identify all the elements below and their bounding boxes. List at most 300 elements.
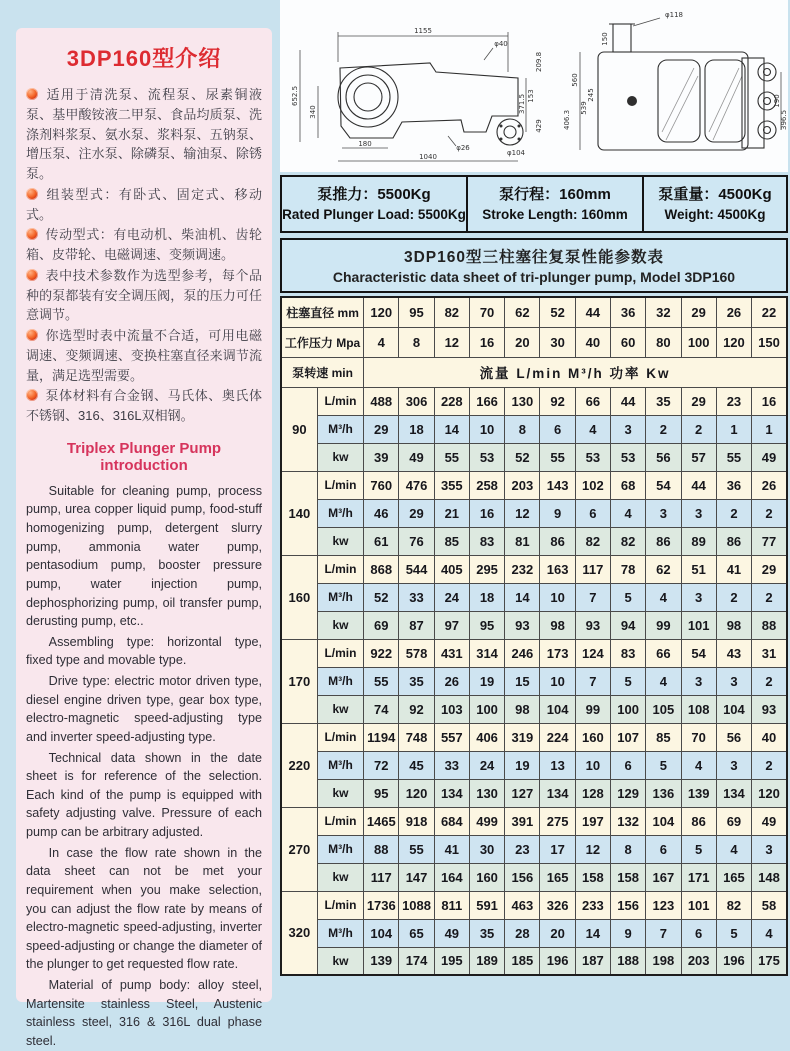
- value-cell: 139: [364, 947, 399, 975]
- speed-cell: 270: [281, 807, 317, 891]
- perf-table-body: [281, 297, 787, 975]
- value-cell: 23: [505, 835, 540, 863]
- value-cell: 2: [716, 499, 751, 527]
- unit-cell: M³/h: [317, 499, 363, 527]
- value-cell: 156: [505, 863, 540, 891]
- value-cell: 19: [505, 751, 540, 779]
- side-view: [291, 27, 543, 161]
- table-title-zh: 3DP160型三柱塞往复泵性能参数表: [403, 249, 664, 266]
- value-cell: 203: [505, 471, 540, 499]
- diameter-cell: 22: [752, 297, 787, 327]
- table-row: [281, 919, 787, 947]
- value-cell: 198: [646, 947, 681, 975]
- value-cell: 228: [434, 387, 469, 415]
- pressure-cell: 60: [611, 327, 646, 357]
- bullet-icon: [26, 389, 38, 401]
- value-cell: 5: [681, 835, 716, 863]
- diameter-cell: 36: [611, 297, 646, 327]
- table-row: [281, 863, 787, 891]
- value-cell: 156: [611, 891, 646, 919]
- unit-cell: L/min: [317, 387, 363, 415]
- table-row: [281, 611, 787, 639]
- value-cell: 74: [364, 695, 399, 723]
- value-cell: 31: [752, 639, 787, 667]
- value-cell: 306: [399, 387, 434, 415]
- value-cell: 128: [575, 779, 610, 807]
- value-cell: 86: [681, 807, 716, 835]
- value-cell: 104: [716, 695, 751, 723]
- unit-cell: L/min: [317, 807, 363, 835]
- value-cell: 72: [364, 751, 399, 779]
- value-cell: 55: [540, 443, 575, 471]
- bullet-text: 泵体材料有合金钢、马氏体、奥氏体不锈钢、316、316L双相钢。: [26, 388, 262, 423]
- intro-paragraph: Assembling type: horizontal type, fixed type and movable type.: [26, 634, 262, 668]
- table-title-en: Characteristic data sheet of tri-plunger pump, Model 3DP160: [332, 269, 736, 285]
- value-cell: 44: [611, 387, 646, 415]
- bullet-icon: [26, 329, 38, 341]
- svg-text:150: 150: [601, 32, 609, 46]
- value-cell: 557: [434, 723, 469, 751]
- value-cell: 45: [399, 751, 434, 779]
- value-cell: 86: [716, 527, 751, 555]
- value-cell: 578: [399, 639, 434, 667]
- value-cell: 203: [681, 947, 716, 975]
- unit-cell: kw: [317, 443, 363, 471]
- pressure-cell: 4: [364, 327, 399, 357]
- value-cell: 6: [646, 835, 681, 863]
- value-cell: 49: [434, 919, 469, 947]
- value-cell: 107: [611, 723, 646, 751]
- value-cell: 167: [646, 863, 681, 891]
- table-row: [281, 583, 787, 611]
- value-cell: 52: [505, 443, 540, 471]
- value-cell: 28: [505, 919, 540, 947]
- spec-row: [280, 175, 788, 233]
- value-cell: 14: [434, 415, 469, 443]
- value-cell: 52: [364, 583, 399, 611]
- value-cell: 68: [611, 471, 646, 499]
- value-cell: 130: [505, 387, 540, 415]
- value-cell: 196: [540, 947, 575, 975]
- value-cell: 197: [575, 807, 610, 835]
- value-cell: 100: [469, 695, 504, 723]
- value-cell: 7: [575, 667, 610, 695]
- svg-text:1040: 1040: [419, 153, 437, 161]
- value-cell: 127: [505, 779, 540, 807]
- value-cell: 46: [364, 499, 399, 527]
- value-cell: 187: [575, 947, 610, 975]
- diameter-cell: 62: [505, 297, 540, 327]
- value-cell: 166: [469, 387, 504, 415]
- spec-plunger-load: [280, 175, 468, 233]
- value-cell: 104: [646, 807, 681, 835]
- value-cell: 922: [364, 639, 399, 667]
- value-cell: 3: [752, 835, 787, 863]
- value-cell: 85: [434, 527, 469, 555]
- unit-cell: kw: [317, 947, 363, 975]
- value-cell: 5: [646, 751, 681, 779]
- value-cell: 4: [681, 751, 716, 779]
- spec-stroke-length-en: Stroke Length: 160mm: [482, 207, 628, 223]
- value-cell: 4: [752, 919, 787, 947]
- value-cell: 4: [646, 583, 681, 611]
- value-cell: 314: [469, 639, 504, 667]
- spec-weight-zh: 泵重量：4500Kg: [658, 185, 772, 203]
- value-cell: 103: [434, 695, 469, 723]
- unit-cell: M³/h: [317, 919, 363, 947]
- value-cell: 21: [434, 499, 469, 527]
- pump-drawing-svg: [280, 0, 788, 172]
- value-cell: 16: [752, 387, 787, 415]
- value-cell: 431: [434, 639, 469, 667]
- value-cell: 391: [505, 807, 540, 835]
- value-cell: 463: [505, 891, 540, 919]
- value-cell: 591: [469, 891, 504, 919]
- table-row: [281, 357, 787, 387]
- value-cell: 99: [646, 611, 681, 639]
- diameter-cell: 29: [681, 297, 716, 327]
- spec-plunger-load-zh: 泵推力：5500Kg: [317, 185, 431, 203]
- spec-weight: [642, 175, 788, 233]
- value-cell: 61: [364, 527, 399, 555]
- value-cell: 185: [505, 947, 540, 975]
- value-cell: 86: [540, 527, 575, 555]
- value-cell: 19: [469, 667, 504, 695]
- value-cell: 29: [752, 555, 787, 583]
- flow-header-cell: 流量 L/min M³/h 功率 Kw: [364, 357, 787, 387]
- unit-cell: M³/h: [317, 835, 363, 863]
- value-cell: 2: [752, 499, 787, 527]
- value-cell: 195: [434, 947, 469, 975]
- value-cell: 275: [540, 807, 575, 835]
- unit-cell: kw: [317, 779, 363, 807]
- value-cell: 233: [575, 891, 610, 919]
- intro-paragraph: Drive type: electric motor driven type, diesel engine driven type, gear box type, electro-magnetic speed-adjusting type and inverter speed-adjusting type.: [26, 674, 262, 744]
- diameter-cell: 32: [646, 297, 681, 327]
- table-row: [281, 835, 787, 863]
- value-cell: 147: [399, 863, 434, 891]
- value-cell: 14: [505, 583, 540, 611]
- svg-text:1155: 1155: [414, 27, 432, 35]
- value-cell: 85: [646, 723, 681, 751]
- value-cell: 55: [716, 443, 751, 471]
- row-header: 柱塞直径 mm: [281, 297, 364, 327]
- table-row: [281, 723, 787, 751]
- pressure-cell: 80: [646, 327, 681, 357]
- value-cell: 748: [399, 723, 434, 751]
- value-cell: 188: [611, 947, 646, 975]
- value-cell: 33: [434, 751, 469, 779]
- table-row: [281, 639, 787, 667]
- value-cell: 15: [505, 667, 540, 695]
- value-cell: 53: [611, 443, 646, 471]
- value-cell: 98: [716, 611, 751, 639]
- value-cell: 175: [752, 947, 787, 975]
- right-column: [280, 0, 788, 976]
- table-row: [281, 891, 787, 919]
- pressure-cell: 30: [540, 327, 575, 357]
- bullet-icon: [26, 228, 38, 240]
- value-cell: 173: [540, 639, 575, 667]
- table-row: [281, 443, 787, 471]
- unit-cell: kw: [317, 527, 363, 555]
- unit-cell: L/min: [317, 639, 363, 667]
- value-cell: 14: [575, 919, 610, 947]
- table-row: [281, 667, 787, 695]
- speed-cell: 320: [281, 891, 317, 975]
- value-cell: 94: [611, 611, 646, 639]
- value-cell: 36: [716, 471, 751, 499]
- value-cell: 33: [399, 583, 434, 611]
- value-cell: 488: [364, 387, 399, 415]
- value-cell: 6: [681, 919, 716, 947]
- unit-cell: L/min: [317, 723, 363, 751]
- speed-cell: 140: [281, 471, 317, 555]
- value-cell: 232: [505, 555, 540, 583]
- value-cell: 124: [575, 639, 610, 667]
- value-cell: 164: [434, 863, 469, 891]
- table-row: [281, 387, 787, 415]
- value-cell: 4: [716, 835, 751, 863]
- value-cell: 98: [505, 695, 540, 723]
- svg-text:340: 340: [309, 105, 317, 119]
- value-cell: 258: [469, 471, 504, 499]
- value-cell: 684: [434, 807, 469, 835]
- value-cell: 53: [469, 443, 504, 471]
- technical-drawing: [280, 0, 788, 172]
- bullet-text: 你选型时表中流量不合适，可用电磁调速、变频调速、变换柱塞直径来调节流量，满足选型需要。: [26, 328, 262, 383]
- bullet-text: 表中技术参数作为选型参考，每个品种的泵都装有安全调压阀，泵的压力可任意调节。: [26, 267, 262, 323]
- bullet-text: 传动型式：有电动机、柴油机、齿轮箱、皮带轮、电磁调速、变频调速。: [26, 227, 262, 262]
- bullet-icon: [26, 88, 38, 100]
- value-cell: 88: [364, 835, 399, 863]
- value-cell: 81: [505, 527, 540, 555]
- top-view: [563, 11, 788, 150]
- value-cell: 40: [752, 723, 787, 751]
- diameter-cell: 26: [716, 297, 751, 327]
- value-cell: 355: [434, 471, 469, 499]
- value-cell: 3: [646, 499, 681, 527]
- value-cell: 78: [611, 555, 646, 583]
- value-cell: 97: [434, 611, 469, 639]
- value-cell: 57: [681, 443, 716, 471]
- table-row: [281, 751, 787, 779]
- value-cell: 163: [540, 555, 575, 583]
- pressure-cell: 120: [716, 327, 751, 357]
- svg-text:190: 190: [773, 94, 781, 108]
- value-cell: 58: [752, 891, 787, 919]
- value-cell: 29: [399, 499, 434, 527]
- pressure-cell: 20: [505, 327, 540, 357]
- table-row: [281, 297, 787, 327]
- value-cell: 55: [399, 835, 434, 863]
- value-cell: 120: [752, 779, 787, 807]
- value-cell: 88: [752, 611, 787, 639]
- panel-title-en: Triplex Plunger Pump introduction: [66, 439, 222, 474]
- table-row: [281, 527, 787, 555]
- spec-weight-en: Weight: 4500Kg: [664, 207, 766, 223]
- pressure-cell: 12: [434, 327, 469, 357]
- value-cell: 3: [611, 415, 646, 443]
- value-cell: 3: [681, 583, 716, 611]
- svg-text:371.5: 371.5: [518, 93, 526, 115]
- value-cell: 26: [434, 667, 469, 695]
- value-cell: 6: [611, 751, 646, 779]
- value-cell: 4: [575, 415, 610, 443]
- pressure-cell: 100: [681, 327, 716, 357]
- bullet-icon: [26, 188, 38, 200]
- value-cell: 148: [752, 863, 787, 891]
- unit-cell: L/min: [317, 471, 363, 499]
- bullet-text: 组装型式：有卧式、固定式、移动式。: [26, 186, 262, 222]
- diameter-cell: 120: [364, 297, 399, 327]
- value-cell: 70: [681, 723, 716, 751]
- value-cell: 10: [540, 583, 575, 611]
- svg-text:406.3: 406.3: [563, 109, 571, 131]
- value-cell: 29: [681, 387, 716, 415]
- value-cell: 49: [399, 443, 434, 471]
- value-cell: 129: [611, 779, 646, 807]
- value-cell: 5: [611, 583, 646, 611]
- value-cell: 120: [399, 779, 434, 807]
- value-cell: 1088: [399, 891, 434, 919]
- value-cell: 55: [364, 667, 399, 695]
- value-cell: 2: [716, 583, 751, 611]
- value-cell: 174: [399, 947, 434, 975]
- value-cell: 66: [575, 387, 610, 415]
- value-cell: 54: [681, 639, 716, 667]
- value-cell: 811: [434, 891, 469, 919]
- value-cell: 5: [611, 667, 646, 695]
- value-cell: 3: [681, 499, 716, 527]
- speed-cell: 160: [281, 555, 317, 639]
- value-cell: 16: [469, 499, 504, 527]
- value-cell: 26: [752, 471, 787, 499]
- value-cell: 2: [752, 667, 787, 695]
- bullet-item: [26, 386, 262, 426]
- value-cell: 1194: [364, 723, 399, 751]
- value-cell: 82: [716, 891, 751, 919]
- value-cell: 95: [364, 779, 399, 807]
- value-cell: 134: [716, 779, 751, 807]
- value-cell: 158: [611, 863, 646, 891]
- value-cell: 1465: [364, 807, 399, 835]
- value-cell: 160: [575, 723, 610, 751]
- pressure-cell: 16: [469, 327, 504, 357]
- svg-text:φ118: φ118: [665, 11, 683, 19]
- svg-text:429: 429: [535, 119, 543, 133]
- value-cell: 23: [716, 387, 751, 415]
- value-cell: 134: [540, 779, 575, 807]
- row-header: 工作压力 Mpa: [281, 327, 364, 357]
- value-cell: 12: [505, 499, 540, 527]
- intro-paragraph: In case the flow rate shown in the data sheet can not be met your requirement when you make selection, you can adjust the flow rate by means of electro-magnetic speed-adjusting, inverter speed-adjusting or change the diameter of the plunger to get requested flow rate.: [26, 845, 262, 972]
- spec-stroke-length: [466, 175, 644, 233]
- table-row: [281, 807, 787, 835]
- value-cell: 100: [611, 695, 646, 723]
- value-cell: 139: [681, 779, 716, 807]
- table-row: [281, 327, 787, 357]
- value-cell: 69: [716, 807, 751, 835]
- value-cell: 1736: [364, 891, 399, 919]
- bullet-icon: [26, 269, 38, 281]
- value-cell: 69: [364, 611, 399, 639]
- value-cell: 102: [575, 471, 610, 499]
- value-cell: 20: [540, 919, 575, 947]
- value-cell: 123: [646, 891, 681, 919]
- value-cell: 326: [540, 891, 575, 919]
- diameter-cell: 52: [540, 297, 575, 327]
- value-cell: 130: [469, 779, 504, 807]
- value-cell: 35: [399, 667, 434, 695]
- value-cell: 99: [575, 695, 610, 723]
- value-cell: 104: [540, 695, 575, 723]
- value-cell: 10: [540, 667, 575, 695]
- value-cell: 405: [434, 555, 469, 583]
- spec-stroke-length-zh: 泵行程：160mm: [499, 185, 611, 203]
- value-cell: 196: [716, 947, 751, 975]
- value-cell: 86: [646, 527, 681, 555]
- value-cell: 17: [540, 835, 575, 863]
- bullet-item: [26, 266, 262, 325]
- panel-title-zh: 3DP160型介绍: [66, 46, 222, 71]
- value-cell: 406: [469, 723, 504, 751]
- value-cell: 56: [716, 723, 751, 751]
- unit-cell: M³/h: [317, 583, 363, 611]
- value-cell: 41: [434, 835, 469, 863]
- value-cell: 76: [399, 527, 434, 555]
- pressure-cell: 8: [399, 327, 434, 357]
- value-cell: 101: [681, 891, 716, 919]
- value-cell: 65: [399, 919, 434, 947]
- unit-cell: kw: [317, 695, 363, 723]
- svg-text:φ40: φ40: [494, 40, 508, 48]
- diameter-cell: 82: [434, 297, 469, 327]
- value-cell: 108: [681, 695, 716, 723]
- value-cell: 39: [364, 443, 399, 471]
- value-cell: 105: [646, 695, 681, 723]
- value-cell: 117: [575, 555, 610, 583]
- svg-text:180: 180: [358, 140, 372, 148]
- value-cell: 136: [646, 779, 681, 807]
- value-cell: 246: [505, 639, 540, 667]
- value-cell: 44: [681, 471, 716, 499]
- value-cell: 7: [646, 919, 681, 947]
- value-cell: 10: [575, 751, 610, 779]
- table-row: [281, 499, 787, 527]
- value-cell: 92: [399, 695, 434, 723]
- value-cell: 476: [399, 471, 434, 499]
- speed-cell: 170: [281, 639, 317, 723]
- table-row: [281, 555, 787, 583]
- value-cell: 82: [611, 527, 646, 555]
- unit-cell: L/min: [317, 555, 363, 583]
- value-cell: 98: [540, 611, 575, 639]
- value-cell: 89: [681, 527, 716, 555]
- value-cell: 24: [434, 583, 469, 611]
- value-cell: 117: [364, 863, 399, 891]
- svg-text:396.5: 396.5: [780, 109, 788, 131]
- value-cell: 77: [752, 527, 787, 555]
- svg-text:652.5: 652.5: [291, 85, 299, 107]
- value-cell: 165: [716, 863, 751, 891]
- value-cell: 9: [540, 499, 575, 527]
- diameter-cell: 95: [399, 297, 434, 327]
- value-cell: 171: [681, 863, 716, 891]
- value-cell: 295: [469, 555, 504, 583]
- value-cell: 189: [469, 947, 504, 975]
- diameter-cell: 44: [575, 297, 610, 327]
